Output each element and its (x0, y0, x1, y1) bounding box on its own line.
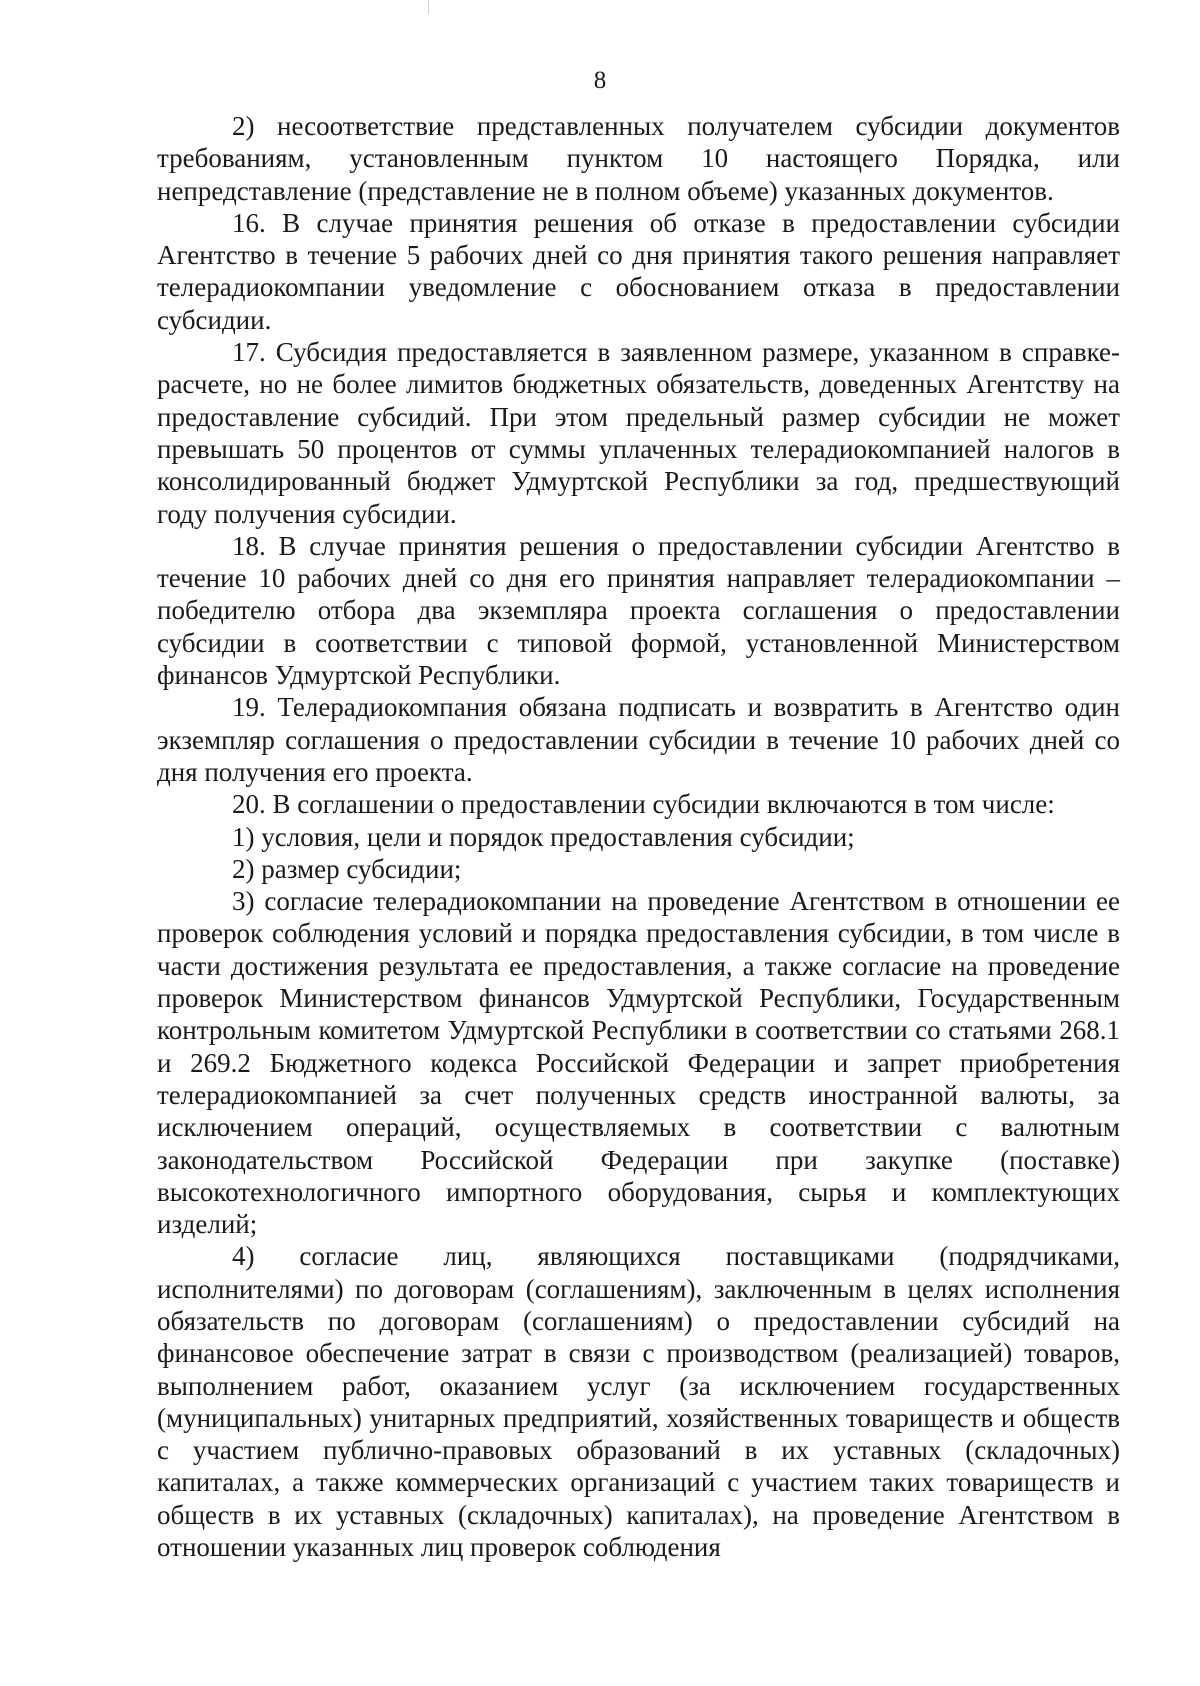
page-number: 8 (593, 67, 607, 94)
paragraph-20-agreement-contents: 20. В соглашении о предоставлении субсидии включаются в том числе: (232, 789, 1055, 820)
paragraph-item-2-noncompliance: 2) несоответствие представленных получателем субсидии документов требованиям, установленным пунктом 10 настоящего Порядка, или непредставление (представление не в полном объеме) указанных документов. (157, 111, 1120, 206)
paragraph-18-agreement-draft: 18. В случае принятия решения о предоставлении субсидии Агентство в течение 10 рабочих дней со дня его принятия направляет телерадиокомпании – победителю отбора два экземпляра проекта соглашения о предоставлении субсидии в соответствии с типовой формой, установленной Министерством финансов Удмуртской Республики. (157, 530, 1120, 691)
paragraph-20-item-1: 1) условия, цели и порядок предоставления субсидии; (232, 821, 855, 852)
document-body (157, 110, 1120, 1563)
paragraph-19-sign-and-return: 19. Телерадиокомпания обязана подписать и возвратить в Агентство один экземпляр соглашения о предоставлении субсидии в течение 10 рабочих дней со дня получения его проекта. (157, 692, 1120, 787)
paragraph-20-item-4: 4) согласие лиц, являющихся поставщиками (подрядчиками, исполнителями) по договорам (соглашениям), заключенным в целях исполнения обязательств по договорам (соглашениям) о предоставлении субсидий на финансовое обеспечение затрат в связи с производством (реализацией) товаров, выполнением работ, оказанием услуг (за исключением государственных (муниципальных) унитарных предприятий, хозяйственных товариществ и обществ с участием публично-правовых образований в их уставных (складочных) капиталах, а также коммерческих организаций с участием таких товариществ и обществ в их уставных (складочных) капиталах), на проведение Агентством в отношении указанных лиц проверок соблюдения (157, 1241, 1120, 1563)
paragraph-17-subsidy-amount: 17. Субсидия предоставляется в заявленном размере, указанном в справке-расчете, но не более лимитов бюджетных обязательств, доведенных Агентству на предоставление субсидий. При этом предельный размер субсидии не может превышать 50 процентов от суммы уплаченных телерадиокомпанией налогов в консолидированный бюджет Удмуртской Республики за год, предшествующий году получения субсидии. (157, 337, 1120, 529)
paragraph-20-item-2: 2) размер субсидии; (232, 853, 462, 884)
paragraph-20-item-3: 3) согласие телерадиокомпании на проведение Агентством в отношении ее проверок соблюдения условий и порядка предоставления субсидии, в том числе в части достижения результата ее предоставления, а также согласие на проведение проверок Министерством финансов Удмуртской Республики, Государственным контрольным комитетом Удмуртской Республики в соответствии со статьями 268.1 и 269.2 Бюджетного кодекса Российской Федерации и запрет приобретения телерадиокомпанией за счет полученных средств иностранной валюты, за исключением операций, осуществляемых в соответствии с валютным законодательством Российской Федерации при закупке (поставке) высокотехнологичного импортного оборудования, сырья и комплектующих изделий; (157, 886, 1120, 1240)
paragraph-16-refusal-notice: 16. В случае принятия решения об отказе в предоставлении субсидии Агентство в течение 5 рабочих дней со дня принятия такого решения направляет телерадиокомпании уведомление с обоснованием отказа в предоставлении субсидии. (157, 207, 1120, 335)
scan-artifact (428, 0, 429, 14)
